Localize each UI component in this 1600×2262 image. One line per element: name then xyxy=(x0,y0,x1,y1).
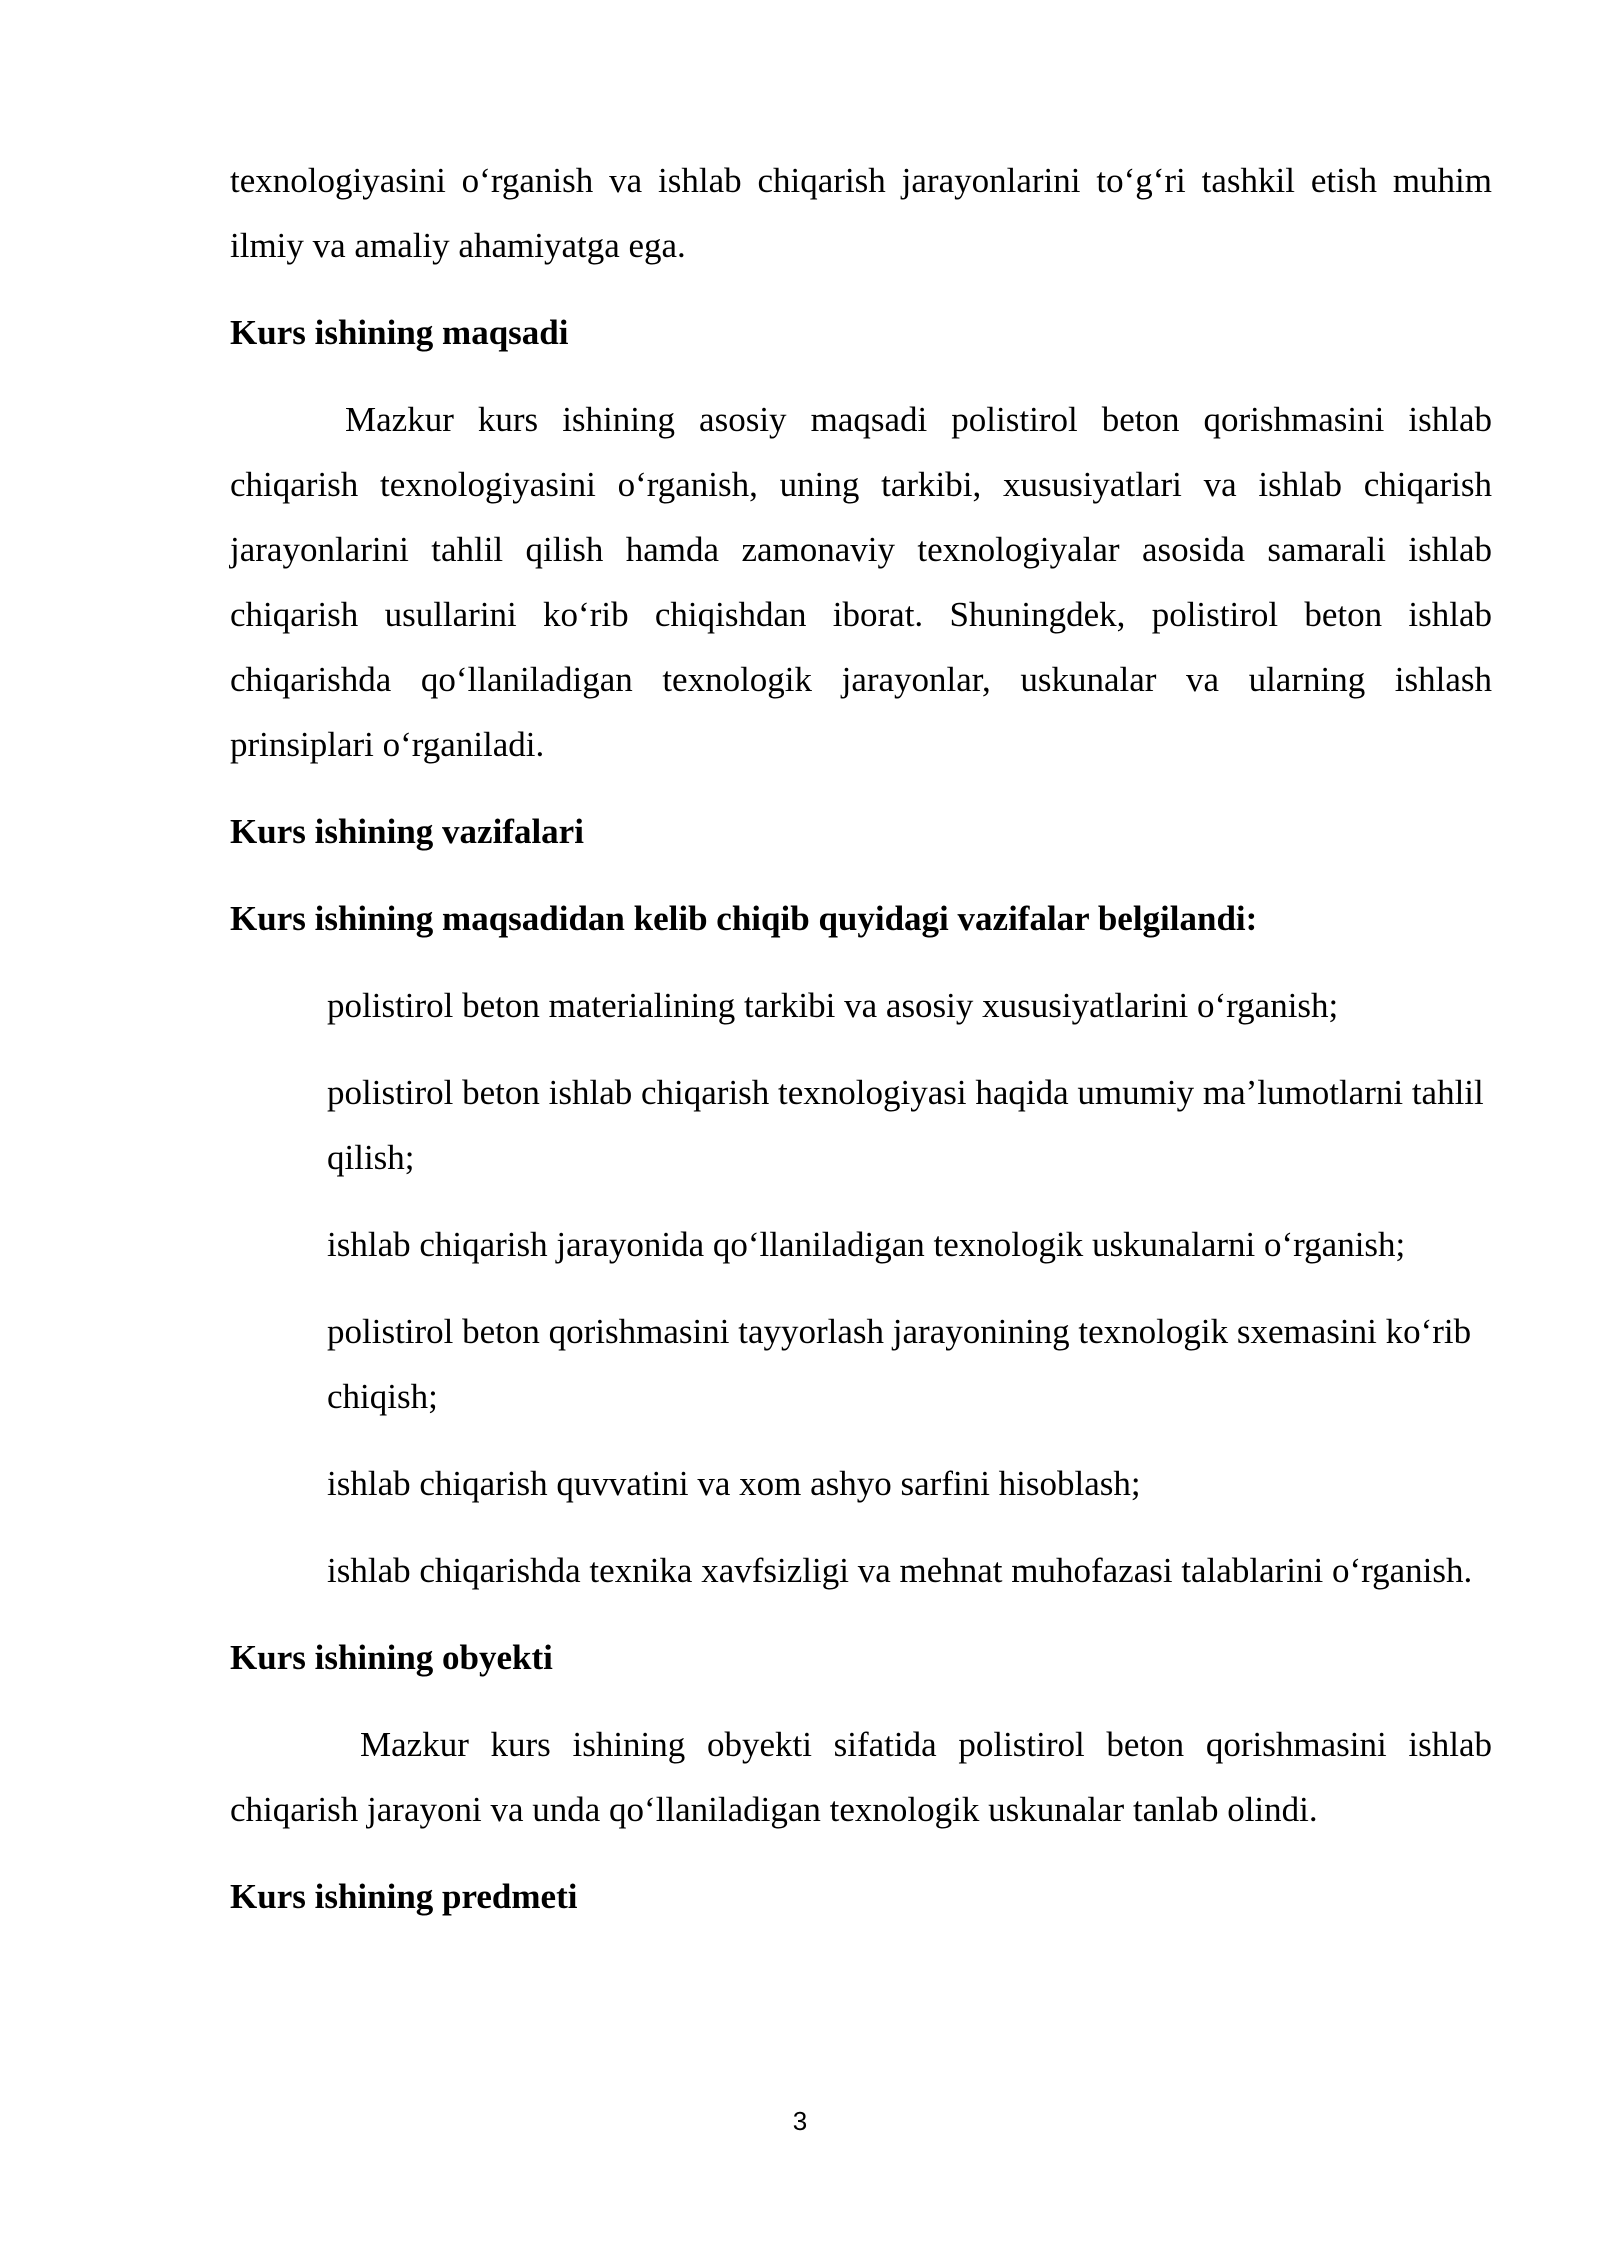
task-item: polistirol beton ishlab chiqarish texnologiyasi haqida umumiy ma’lumotlarni tahlil qilish; xyxy=(327,1073,1484,1177)
page-number: 3 xyxy=(792,2106,808,2136)
subject-heading: Kurs ishining predmeti xyxy=(230,1877,578,1916)
goal-heading: Kurs ishining maqsadi xyxy=(230,313,569,352)
object-heading: Kurs ishining obyekti xyxy=(230,1638,553,1677)
tasks-heading: Kurs ishining vazifalari xyxy=(230,812,584,851)
task-item: ishlab chiqarish jarayonida qo‘llaniladigan texnologik uskunalarni o‘rganish; xyxy=(327,1225,1406,1264)
task-item: ishlab chiqarish quvvatini va xom ashyo sarfini hisoblash; xyxy=(327,1464,1141,1503)
task-item: polistirol beton materialining tarkibi va asosiy xususiyatlarini o‘rganish; xyxy=(327,986,1339,1025)
intro-continuation-paragraph: texnologiyasini o‘rganish va ishlab chiqarish jarayonlarini to‘g‘ri tashkil etish muhim ilmiy va amaliy ahamiyatga ega. xyxy=(230,161,1492,265)
tasks-list xyxy=(230,973,1492,1603)
tasks-subheading: Kurs ishining maqsadidan kelib chiqib quyidagi vazifalar belgilandi: xyxy=(230,899,1258,938)
task-item: polistirol beton qorishmasini tayyorlash jarayonining texnologik sxemasini ko‘rib chiqish; xyxy=(327,1312,1472,1416)
goal-paragraph: Mazkur kurs ishining asosiy maqsadi polistirol beton qorishmasini ishlab chiqarish texnologiyasini o‘rganish, uning tarkibi, xususiyatlari va ishlab chiqarish jarayonlarini tahlil qilish hamda zamonaviy texnologiyalar asosida samarali ishlab chiqarish usullarini ko‘rib chiqishdan iborat. Shuningdek, polistirol beton ishlab chiqarishda qo‘llaniladigan texnologik jarayonlar, uskunalar va ularning ishlash prinsiplari o‘rganiladi. xyxy=(230,400,1492,764)
task-item: ishlab chiqarishda texnika xavfsizligi va mehnat muhofazasi talablarini o‘rganish. xyxy=(327,1551,1473,1590)
document-page xyxy=(230,148,1492,1929)
object-paragraph: Mazkur kurs ishining obyekti sifatida polistirol beton qorishmasini ishlab chiqarish jarayoni va unda qo‘llaniladigan texnologik uskunalar tanlab olindi. xyxy=(230,1725,1492,1829)
